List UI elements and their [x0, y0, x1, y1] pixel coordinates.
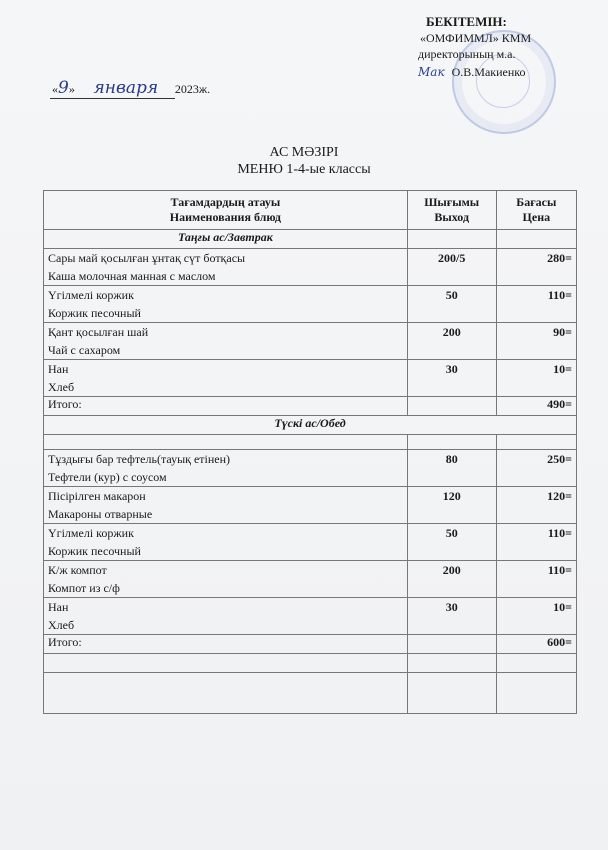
dish-yield: 120	[407, 487, 496, 524]
dish-name-cell	[44, 524, 408, 561]
total-row-breakfast	[44, 397, 577, 416]
table-row	[44, 286, 577, 323]
date-open-quote: «	[52, 82, 58, 96]
dish-yield: 50	[407, 524, 496, 561]
menu-table	[43, 190, 577, 714]
empty-cell	[407, 397, 496, 416]
table-row	[44, 360, 577, 397]
header-dish-name	[44, 191, 408, 230]
menu-title-kz: АС МӘЗІРІ	[269, 145, 339, 160]
document-date	[50, 78, 210, 99]
dish-yield: 200	[407, 561, 496, 598]
dish-price: 90=	[496, 323, 576, 360]
dish-name-kz: Пісірілген макарон	[48, 489, 146, 503]
table-header-row	[44, 191, 577, 230]
empty-cell	[496, 230, 576, 249]
total-value: 490=	[496, 397, 576, 416]
header-yield-kz: Шығымы	[424, 195, 480, 209]
table-row	[44, 450, 577, 487]
header-price	[496, 191, 576, 230]
dish-name-cell	[44, 323, 408, 360]
dish-name-cell	[44, 561, 408, 598]
table-row	[44, 524, 577, 561]
date-month: января	[93, 78, 159, 98]
dish-name-cell	[44, 286, 408, 323]
approval-block	[418, 14, 598, 80]
dish-name-kz: К/ж компот	[48, 563, 107, 577]
total-value: 600=	[496, 635, 576, 654]
dish-price: 250=	[496, 450, 576, 487]
header-name-kz: Тағамдардың атауы	[170, 195, 281, 209]
table-row	[44, 598, 577, 635]
dish-name-kz: Тұздығы бар тефтель(тауық етінен)	[48, 452, 231, 466]
dish-price: 120=	[496, 487, 576, 524]
dish-yield: 30	[407, 360, 496, 397]
dish-price: 110=	[496, 561, 576, 598]
header-yield-ru: Выход	[434, 210, 470, 224]
empty-cell	[44, 654, 408, 673]
handwritten-signature: Мак	[418, 65, 445, 79]
empty-cell	[496, 673, 576, 714]
dish-name-cell	[44, 450, 408, 487]
dish-name-cell	[44, 360, 408, 397]
dish-name-cell	[44, 249, 408, 286]
dish-price: 10=	[496, 360, 576, 397]
section-row-lunch	[44, 416, 577, 435]
date-day: 9	[58, 78, 69, 98]
empty-cell	[407, 654, 496, 673]
dish-name-cell	[44, 487, 408, 524]
dish-name-ru: Коржик песочный	[48, 544, 141, 558]
header-price-kz: Бағасы	[516, 195, 557, 209]
dish-yield: 50	[407, 286, 496, 323]
dish-name-ru: Хлеб	[48, 380, 75, 394]
menu-title-ru: МЕНЮ 1-4-ые классы	[237, 162, 371, 177]
table-row	[44, 323, 577, 360]
empty-cell	[407, 435, 496, 450]
dish-name-kz: Нан	[48, 362, 69, 376]
empty-row	[44, 673, 577, 714]
dish-name-ru: Хлеб	[48, 618, 75, 632]
date-year: 2023ж.	[174, 82, 211, 96]
empty-row	[44, 654, 577, 673]
dish-name-kz: Сары май қосылған ұнтақ сүт ботқасы	[48, 251, 246, 265]
dish-name-ru: Коржик песочный	[48, 306, 141, 320]
dish-price: 110=	[496, 524, 576, 561]
table-row	[44, 487, 577, 524]
dish-name-ru: Каша молочная манная с маслом	[48, 269, 216, 283]
dish-name-kz: Үгілмелі коржик	[48, 526, 134, 540]
dish-price: 110=	[496, 286, 576, 323]
dish-name-kz: Нан	[48, 600, 69, 614]
empty-cell	[407, 673, 496, 714]
dish-yield: 200/5	[407, 249, 496, 286]
dish-name-kz: Үгілмелі коржик	[48, 288, 134, 302]
dish-yield: 200	[407, 323, 496, 360]
section-label: Таңғы ас/Завтрак	[44, 230, 408, 249]
section-label: Түскі ас/Обед	[44, 416, 577, 435]
header-yield	[407, 191, 496, 230]
approval-header: БЕКІТЕМІН:	[426, 14, 507, 29]
empty-cell	[407, 230, 496, 249]
approval-position: директорының м.а.	[418, 47, 516, 61]
total-row-lunch	[44, 635, 577, 654]
date-close-quote: »	[68, 82, 75, 96]
dish-name-ru: Макароны отварные	[48, 507, 153, 521]
header-name-ru: Наименования блюд	[169, 210, 281, 224]
date-day-field	[50, 78, 77, 99]
date-month-field	[77, 78, 175, 99]
approval-signature-row	[418, 64, 598, 80]
total-label: Итого:	[44, 397, 408, 416]
header-price-ru: Цена	[522, 210, 551, 224]
dish-name-ru: Чай с сахаром	[48, 343, 121, 357]
empty-cell	[44, 435, 408, 450]
total-label: Итого:	[44, 635, 408, 654]
dish-name-kz: Қант қосылған шай	[48, 325, 149, 339]
approval-org: «ОМФИММЛ» КММ	[420, 31, 532, 45]
approval-signer: О.В.Макиенко	[451, 65, 526, 79]
dish-price: 10=	[496, 598, 576, 635]
dish-name-cell	[44, 598, 408, 635]
table-row	[44, 249, 577, 286]
dish-name-ru: Тефтели (кур) с соусом	[48, 470, 167, 484]
empty-cell	[407, 635, 496, 654]
dish-price: 280=	[496, 249, 576, 286]
spacer-row	[44, 435, 577, 450]
dish-name-ru: Компот из с/ф	[48, 581, 120, 595]
dish-yield: 80	[407, 450, 496, 487]
empty-cell	[44, 673, 408, 714]
empty-cell	[496, 435, 576, 450]
section-row-breakfast	[44, 230, 577, 249]
empty-cell	[496, 654, 576, 673]
table-row	[44, 561, 577, 598]
dish-yield: 30	[407, 598, 496, 635]
